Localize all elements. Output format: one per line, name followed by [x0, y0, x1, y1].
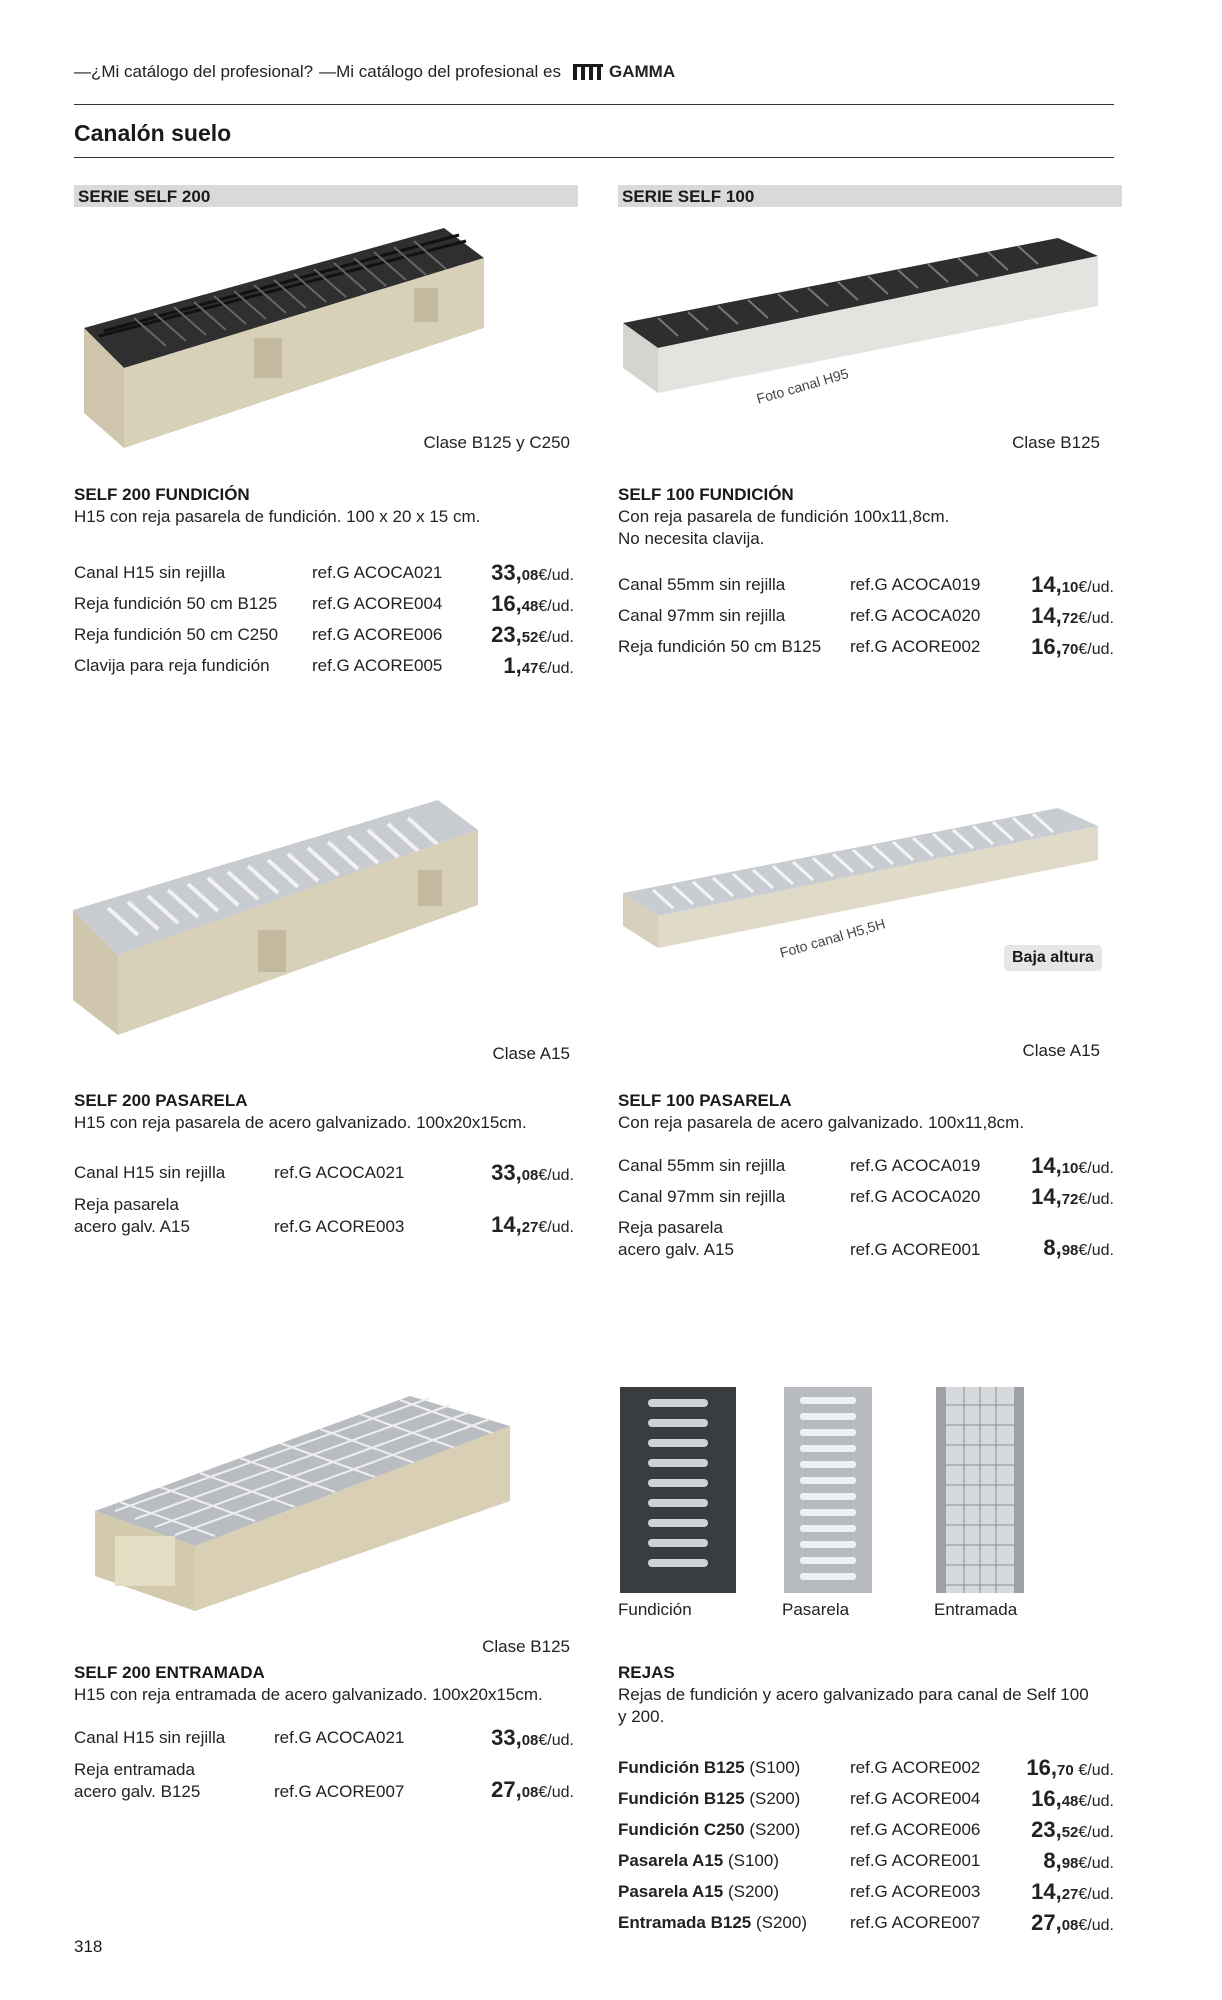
- reja-label-fundicion: Fundición: [618, 1600, 692, 1619]
- p3-title: SELF 200 PASARELA: [74, 1091, 248, 1110]
- self-100-fundicion-photo: [618, 228, 1098, 418]
- price: 16,70€/ud.: [1031, 634, 1114, 659]
- price: 27,08€/ud.: [1031, 1910, 1114, 1935]
- rejas-desc-2: y 200.: [618, 1707, 665, 1726]
- header-line: [74, 62, 675, 82]
- price: 14,27€/ud.: [491, 1212, 574, 1237]
- price: 1,47€/ud.: [503, 653, 574, 678]
- p2-clase: Clase B125: [1012, 433, 1100, 452]
- reja-label-entramada: Entramada: [934, 1600, 1018, 1619]
- p4-clase: Clase A15: [1022, 1041, 1100, 1060]
- p4-title: SELF 100 PASARELA: [618, 1091, 792, 1110]
- price: 27,08€/ud.: [491, 1777, 574, 1802]
- price: 8,98€/ud.: [1043, 1235, 1114, 1260]
- serie-self-100-banner: SERIE SELF 100: [618, 185, 1122, 207]
- price: 33,08€/ud.: [491, 560, 574, 585]
- rejas-desc-1: Rejas de fundición y acero galvanizado para canal de Self 100: [618, 1685, 1089, 1704]
- price: 16,70 €/ud.: [1026, 1755, 1114, 1780]
- table-row: Reja entramada acero galv. B125 ref.G ACORE007 27,08€/ud.: [74, 1760, 574, 1802]
- section-title: Canalón suelo: [74, 120, 232, 146]
- reja-label-pasarela: Pasarela: [782, 1600, 850, 1619]
- p5-title: SELF 200 ENTRAMADA: [74, 1663, 265, 1682]
- p3-clase: Clase A15: [492, 1044, 570, 1063]
- table-row: Reja pasarela acero galv. A15 ref.G ACORE001 8,98€/ud.: [618, 1218, 1114, 1260]
- price: 14,72€/ud.: [1031, 1184, 1114, 1209]
- price: 23,52€/ud.: [491, 622, 574, 647]
- table-row: Reja pasarela acero galv. A15 ref.G ACORE003 14,27€/ud.: [74, 1195, 574, 1237]
- p3-desc: H15 con reja pasarela de acero galvanizado. 100x20x15cm.: [74, 1113, 527, 1132]
- p4-desc: Con reja pasarela de acero galvanizado. 100x11,8cm.: [618, 1113, 1025, 1132]
- p2-desc-2: No necesita clavija.: [618, 529, 765, 548]
- price: 16,48€/ud.: [491, 591, 574, 616]
- price: 33,08€/ud.: [491, 1725, 574, 1750]
- price: 16,48€/ud.: [1031, 1786, 1114, 1811]
- serie-self-200-banner: SERIE SELF 200: [74, 185, 578, 207]
- reja-pasarela-photo: [782, 1385, 874, 1595]
- p2-desc-1: Con reja pasarela de fundición 100x11,8cm.: [618, 507, 950, 526]
- p5-clase: Clase B125: [482, 1637, 570, 1656]
- p1-title: SELF 200 FUNDICIÓN: [74, 485, 250, 504]
- page-number: 318: [74, 1937, 103, 1956]
- reja-fundicion-photo: [618, 1385, 738, 1595]
- price: 14,10€/ud.: [1031, 572, 1114, 597]
- brand-name: GAMMA: [609, 62, 676, 81]
- header-divider: [74, 104, 1114, 105]
- p1-desc: H15 con reja pasarela de fundición. 100 x 20 x 15 cm.: [74, 507, 481, 526]
- price: 8,98€/ud.: [1043, 1848, 1114, 1873]
- header-question: —¿Mi catálogo del profesional?: [74, 62, 314, 81]
- rejas-title: REJAS: [618, 1663, 675, 1682]
- price: 14,72€/ud.: [1031, 603, 1114, 628]
- p5-desc: H15 con reja entramada de acero galvanizado. 100x20x15cm.: [74, 1685, 543, 1704]
- header-answer: —Mi catálogo del profesional es: [319, 62, 561, 81]
- brand-logo: [573, 62, 675, 82]
- self-200-fundicion-photo: [74, 218, 494, 458]
- price: 14,10€/ud.: [1031, 1153, 1114, 1178]
- gamma-logo-icon: [573, 64, 603, 80]
- section-divider: [74, 157, 1114, 158]
- price: 23,52€/ud.: [1031, 1817, 1114, 1842]
- self-200-entramada-photo: [90, 1376, 510, 1616]
- self-200-pasarela-photo: [58, 790, 508, 1045]
- baja-altura-badge: Baja altura: [1004, 945, 1102, 971]
- p1-clase: Clase B125 y C250: [423, 433, 570, 452]
- p2-title: SELF 100 FUNDICIÓN: [618, 485, 794, 504]
- price: 14,27€/ud.: [1031, 1879, 1114, 1904]
- p4-photo-caption: Foto canal H5,5H: [777, 915, 888, 961]
- p2-photo-caption: Foto canal H95: [754, 365, 851, 407]
- price: 33,08€/ud.: [491, 1160, 574, 1185]
- reja-entramada-photo: [934, 1385, 1026, 1595]
